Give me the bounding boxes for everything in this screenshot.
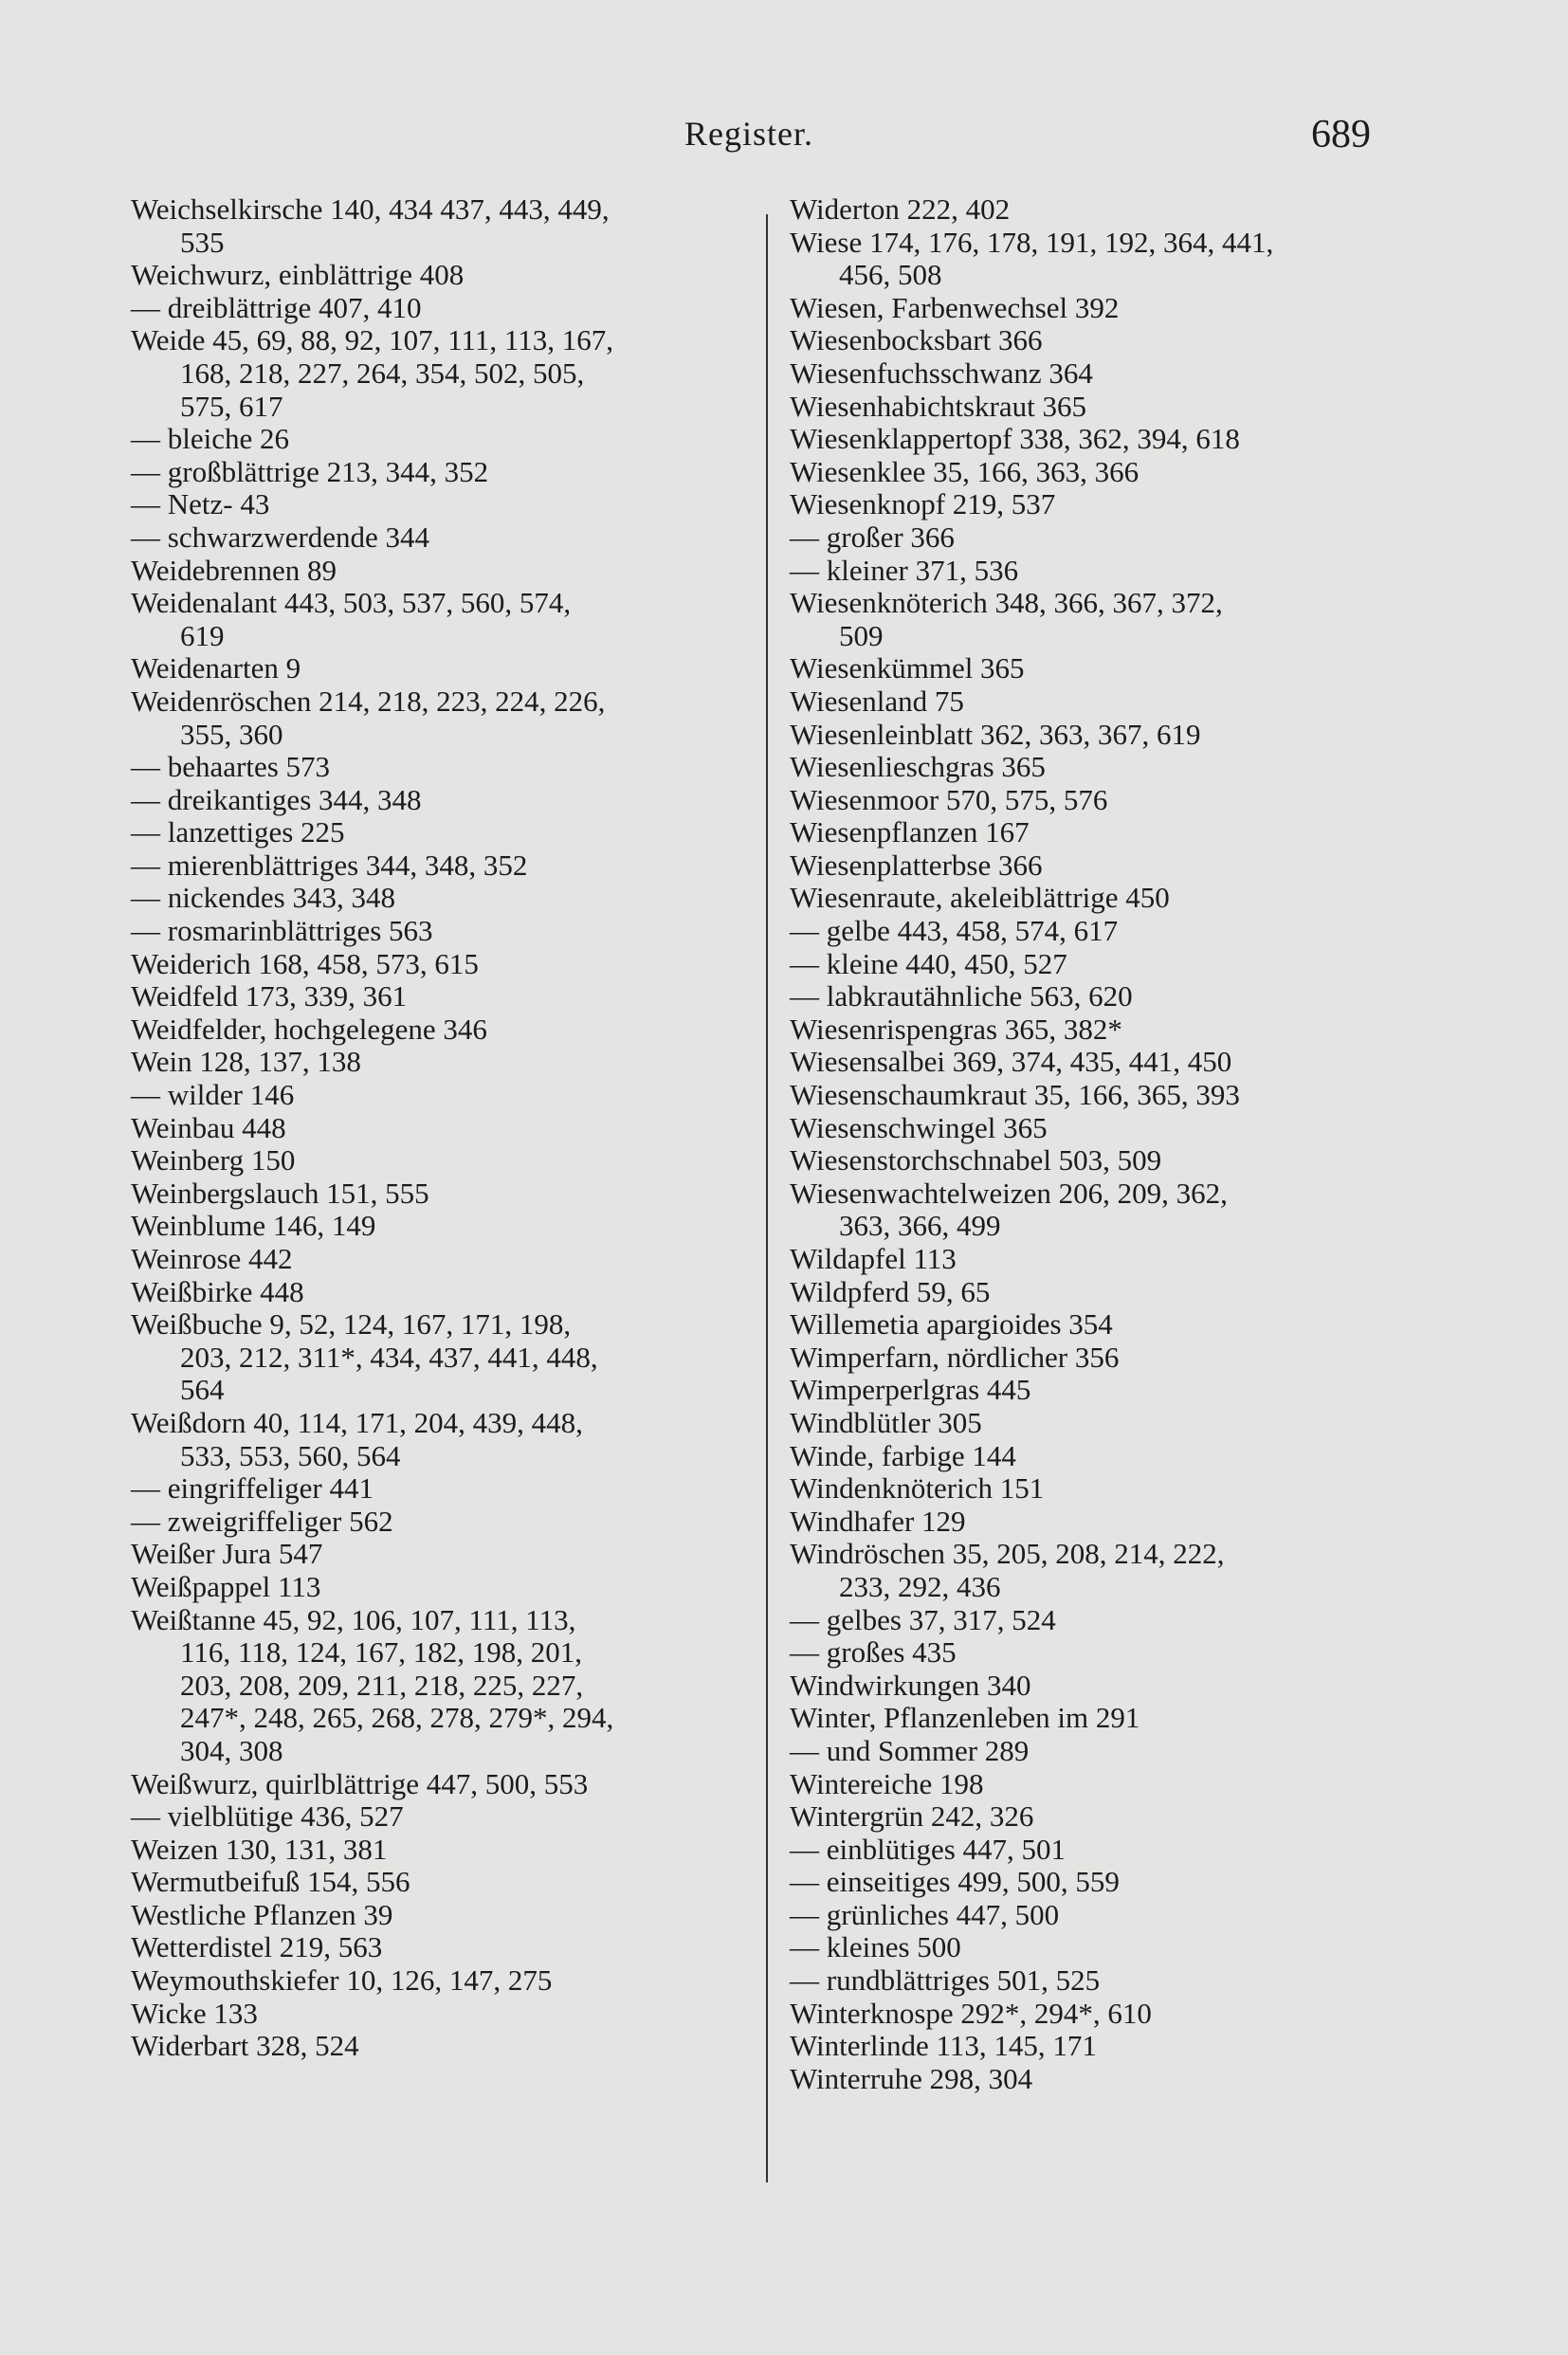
index-entry: Wintereiche 198 [790,1766,984,1800]
index-entry: Wimperfarn, nördlicher 356 [790,1340,1120,1374]
index-entry: Weidenröschen 214, 218, 223, 224, 226, [131,684,606,718]
index-entry: 247*, 248, 265, 268, 278, 279*, 294, [180,1701,614,1735]
index-entry: — gelbes 37, 317, 524 [790,1602,1056,1636]
index-entry: Wildapfel 113 [790,1242,957,1275]
index-entry: 233, 292, 436 [839,1569,1001,1603]
index-entry: Wiesenpflanzen 167 [790,815,1030,849]
index-entry: Wiesenklappertopf 338, 362, 394, 618 [790,422,1240,456]
index-entry: Weißtanne 45, 92, 106, 107, 111, 113, [131,1602,576,1636]
index-entry: — zweigriffeliger 562 [131,1504,393,1538]
index-entry: Weidebrennen 89 [131,553,337,587]
index-entry: Weidfelder, hochgelegene 346 [131,1012,487,1046]
index-entry: Wicke 133 [131,1996,258,2030]
page-number: 689 [1311,113,1371,156]
index-entry: — mierenblättriges 344, 348, 352 [131,848,528,882]
index-entry: 575, 617 [180,389,283,423]
index-entry: Windwirkungen 340 [790,1668,1031,1702]
index-entry: Wiesenstorchschnabel 503, 509 [790,1143,1162,1178]
index-entry: Weizen 130, 131, 381 [131,1832,388,1866]
index-entry: Wetterdistel 219, 563 [131,1930,383,1964]
index-entry: — kleines 500 [790,1930,961,1964]
index-entry: Weidfeld 173, 339, 361 [131,979,408,1013]
index-entry: Wimperperlgras 445 [790,1373,1031,1407]
index-entry: — grünliches 447, 500 [790,1897,1060,1931]
index-entry: — einseitiges 499, 500, 559 [790,1865,1120,1899]
index-entry: Wiesenkümmel 365 [790,651,1025,685]
index-entry: — vielblütige 436, 527 [131,1799,404,1834]
index-entry: Wermutbeifuß 154, 556 [131,1865,410,1899]
index-entry: 355, 360 [180,717,283,751]
index-entry: Weymouthskiefer 10, 126, 147, 275 [131,1963,553,1998]
index-entry: Wein 128, 137, 138 [131,1045,361,1079]
index-entry: Weinbau 448 [131,1110,286,1144]
index-entry: 168, 218, 227, 264, 354, 502, 505, [180,356,585,390]
index-entry: — kleine 440, 450, 527 [790,946,1067,980]
index-entry: Wiesenhabichtskraut 365 [790,389,1086,423]
index-entry: — eingriffeliger 441 [131,1471,374,1506]
index-entry: Wiesenschaumkraut 35, 166, 365, 393 [790,1078,1240,1112]
index-entry: — Netz- 43 [131,487,270,521]
index-entry: Wiesenmoor 570, 575, 576 [790,782,1108,816]
index-entry: Widerton 222, 402 [790,192,1011,226]
index-entry: Weißdorn 40, 114, 171, 204, 439, 448, [131,1405,583,1439]
index-entry: 619 [180,618,225,652]
index-entry: Winterknospe 292*, 294*, 610 [790,1996,1152,2030]
index-entry: — bleiche 26 [131,422,290,456]
index-entry: Windblütler 305 [790,1405,982,1439]
index-entry: Wiesenland 75 [790,684,964,718]
index-entry: — dreikantiges 344, 348 [131,782,422,816]
index-entry: Wiesenknöterich 348, 366, 367, 372, [790,586,1223,620]
index-entry: Wiesenrispengras 365, 382* [790,1012,1122,1046]
index-entry: 564 [180,1373,225,1407]
index-entry: Wiesenknopf 219, 537 [790,487,1056,521]
index-entry: — wilder 146 [131,1078,295,1112]
index-entry: — einblütiges 447, 501 [790,1832,1067,1866]
index-entry: Weidenarten 9 [131,651,301,685]
index-entry: Wiesenplatterbse 366 [790,848,1043,882]
index-entry: Winde, farbige 144 [790,1438,1016,1472]
index-entry: Windenknöterich 151 [790,1471,1045,1506]
index-entry: Weinblume 146, 149 [131,1209,376,1243]
index-entry: — lanzettiges 225 [131,815,345,849]
index-entry: 456, 508 [839,258,942,292]
index-entry: — labkrautähnliche 563, 620 [790,979,1133,1013]
column-divider [766,214,768,2182]
index-column-right [790,193,1415,2095]
index-entry: Wiesenklee 35, 166, 363, 366 [790,454,1140,488]
index-entry: — nickendes 343, 348 [131,881,395,915]
index-entry: — großer 366 [790,520,955,554]
index-entry: Weißpappel 113 [131,1569,321,1603]
index-entry: — großblättrige 213, 344, 352 [131,454,489,488]
index-entry: Winterruhe 298, 304 [790,2061,1033,2095]
index-entry: — großes 435 [790,1635,957,1670]
index-entry: 116, 118, 124, 167, 182, 198, 201, [180,1635,582,1670]
index-entry: Weidenalant 443, 503, 537, 560, 574, [131,586,572,620]
index-entry: 304, 308 [180,1733,283,1767]
index-entry: Weißer Jura 547 [131,1537,323,1571]
index-entry: Winter, Pflanzenleben im 291 [790,1701,1140,1735]
index-entry: — behaartes 573 [131,750,331,784]
index-entry: Windhafer 129 [790,1504,966,1538]
index-entry: — schwarzwerdende 344 [131,520,430,554]
index-entry: Weißwurz, quirlblättrige 447, 500, 553 [131,1766,589,1800]
index-entry: Wiesenwachtelweizen 206, 209, 362, [790,1176,1228,1210]
index-entry: — und Sommer 289 [790,1733,1030,1767]
index-entry: Willemetia apargioides 354 [790,1307,1113,1342]
index-entry: 363, 366, 499 [839,1209,1001,1243]
index-entry: Windröschen 35, 205, 208, 214, 222, [790,1537,1225,1571]
index-entry: 533, 553, 560, 564 [180,1438,401,1472]
index-entry: Wiesenraute, akeleiblättrige 450 [790,881,1170,915]
index-entry: — gelbe 443, 458, 574, 617 [790,914,1119,948]
index-entry: Weichwurz, einblättrige 408 [131,258,465,292]
index-entry: Winterlinde 113, 145, 171 [790,2029,1097,2063]
index-entry: Wildpferd 59, 65 [790,1274,991,1308]
index-entry: Weide 45, 69, 88, 92, 107, 111, 113, 167, [131,323,613,357]
index-entry: Wiesen, Farbenwechsel 392 [790,290,1120,324]
index-entry: — rundblättriges 501, 525 [790,1963,1101,1998]
index-entry: Wiesenleinblatt 362, 363, 367, 619 [790,717,1201,751]
index-entry: 535 [180,225,225,259]
index-entry: Weißbirke 448 [131,1274,304,1308]
index-entry: Weinberg 150 [131,1143,296,1178]
index-entry: Wiesenfuchsschwanz 364 [790,356,1093,390]
index-entry: Weiderich 168, 458, 573, 615 [131,946,479,980]
index-entry: Westliche Pflanzen 39 [131,1897,393,1931]
index-entry: Weißbuche 9, 52, 124, 167, 171, 198, [131,1307,572,1342]
index-entry: Weinrose 442 [131,1242,293,1275]
index-entry: Wintergrün 242, 326 [790,1799,1034,1834]
index-column-left [131,193,757,2063]
index-entry: 203, 212, 311*, 434, 437, 441, 448, [180,1340,598,1374]
index-entry: Weichselkirsche 140, 434 437, 443, 449, [131,192,610,226]
index-entry: 509 [839,618,884,652]
index-entry: Wiesenlieschgras 365 [790,750,1046,784]
index-entry: — rosmarinblättriges 563 [131,914,433,948]
running-header: Register. [684,115,813,153]
index-entry: Wiese 174, 176, 178, 191, 192, 364, 441, [790,225,1274,259]
index-entry: Weinbergslauch 151, 555 [131,1176,429,1210]
index-entry: Widerbart 328, 524 [131,2029,359,2063]
index-entry: — kleiner 371, 536 [790,553,1019,587]
index-entry: Wiesensalbei 369, 374, 435, 441, 450 [790,1045,1232,1079]
index-entry: — dreiblättrige 407, 410 [131,290,422,324]
index-entry: Wiesenschwingel 365 [790,1110,1048,1144]
index-entry: Wiesenbocksbart 366 [790,323,1043,357]
index-entry: 203, 208, 209, 211, 218, 225, 227, [180,1668,584,1702]
